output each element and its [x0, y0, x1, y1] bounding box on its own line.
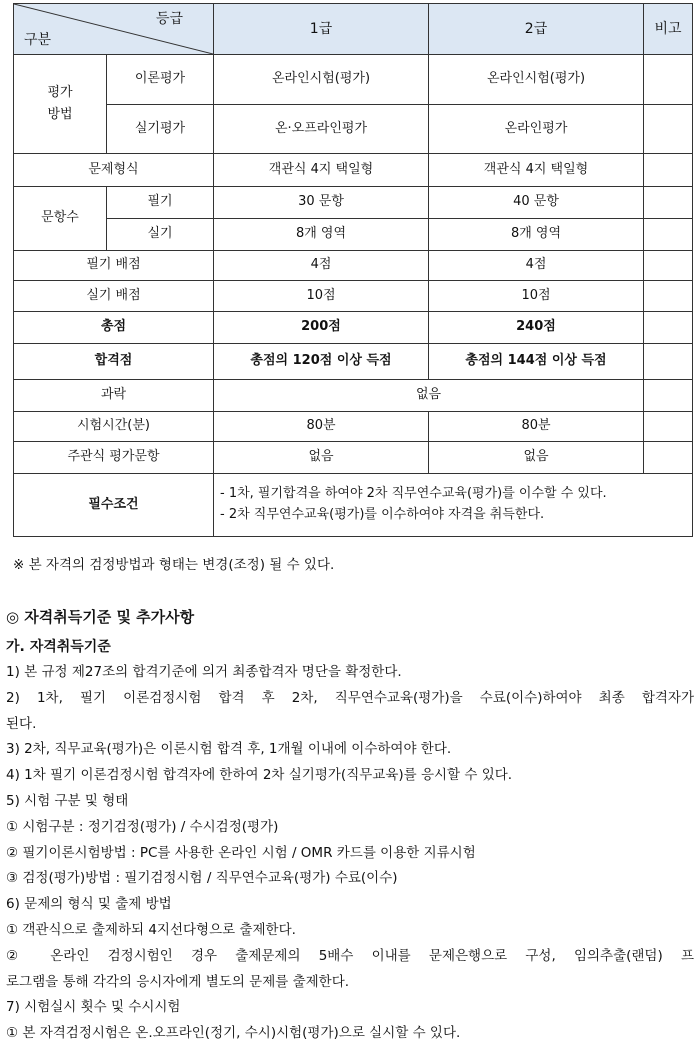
exam-time-label: 시험시간(분): [14, 412, 214, 442]
grade2-header: 2급: [429, 4, 644, 55]
pass-label: 합격점: [14, 344, 214, 380]
fail-subject-label: 과락: [14, 380, 214, 412]
written-score-g2: 4점: [429, 251, 644, 281]
table-row: [14, 55, 693, 105]
question-format-g1: 객관식 4지 택일형: [214, 154, 429, 187]
text-line: ③ 검정(평가)방법 : 필기검정시험 / 직무연수교육(평가) 수료(이수): [6, 870, 398, 887]
table-row: [14, 344, 693, 380]
remark-cell: [644, 344, 693, 380]
eval-method-label: 평가 방법: [14, 55, 107, 154]
text-line: 7) 시험실시 횟수 및 수시시험: [6, 999, 181, 1016]
remark-cell: [644, 251, 693, 281]
remark-cell: [644, 442, 693, 474]
change-notice: ※ 본 자격의 검정방법과 형태는 변경(조정) 될 수 있다.: [13, 557, 335, 573]
grade1-header: 1급: [214, 4, 429, 55]
required-label: 필수조건: [14, 474, 214, 537]
exam-time-g2: 80분: [429, 412, 644, 442]
text-line: 3) 2차, 직무교육(평가)은 이론시험 합격 후, 1개월 이내에 이수하여야 한다.: [6, 741, 452, 758]
fail-subject-value: 없음: [214, 380, 644, 412]
table-row: [14, 380, 693, 412]
criteria-text: [6, 660, 694, 1047]
table-row: [14, 251, 693, 281]
table-row: [14, 281, 693, 312]
remark-cell: [644, 380, 693, 412]
remark-cell: [644, 187, 693, 219]
text-line: 2) 1차, 필기 이론검정시험 합격 후 2차, 직무연수교육(평가)을 수료(이수)하여야 최종 합격자가: [6, 689, 694, 706]
text-line: ① 객관식으로 출제하되 4지선다형으로 출제한다.: [6, 921, 296, 938]
table-row: [14, 412, 693, 442]
table-row: [14, 105, 693, 154]
written-count-label: 필기: [107, 187, 214, 219]
table-row: [14, 312, 693, 344]
written-score-g1: 4점: [214, 251, 429, 281]
text-line: 5) 시험 구분 및 형태: [6, 792, 129, 809]
exam-grade-table: [13, 3, 693, 537]
practical-count-g2: 8개 영역: [429, 219, 644, 251]
remark-header: 비고: [644, 4, 693, 55]
total-g2: 240점: [429, 312, 644, 344]
text-line: ② 온라인 검정시험인 경우 출제문제의 5배수 이내를 문제은행으로 구성, 임의추출(랜덤) 프: [6, 947, 694, 964]
text-line: ① 본 자격검정시험은 온.오프라인(정기, 수시)시험(평가)으로 실시할 수 있다.: [6, 1025, 461, 1042]
practical-score-label: 실기 배점: [14, 281, 214, 312]
remark-cell: [644, 154, 693, 187]
remark-cell: [644, 55, 693, 105]
remark-cell: [644, 219, 693, 251]
theory-eval-g1: 온라인시험(평가): [214, 55, 429, 105]
text-line: 1) 본 규정 제27조의 합격기준에 의거 최종합격자 명단을 확정한다.: [6, 664, 402, 680]
exam-time-g1: 80분: [214, 412, 429, 442]
practical-count-g1: 8개 영역: [214, 219, 429, 251]
table-row: [14, 219, 693, 251]
remark-cell: [644, 312, 693, 344]
text-line: 4) 1차 필기 이론검정시험 합격자에 한하여 2차 실기평가(직무교육)를 응시할 수 있다.: [6, 767, 513, 784]
text-line: ② 필기이론시험방법 : PC를 사용한 온라인 시험 / OMR 카드를 이용한 지류시험: [6, 844, 476, 861]
written-score-label: 필기 배점: [14, 251, 214, 281]
practical-eval-label: 실기평가: [107, 105, 214, 154]
total-g1: 200점: [214, 312, 429, 344]
corner-header-cell: [14, 4, 214, 55]
corner-grade-label: 등급: [155, 11, 183, 27]
subjective-g2: 없음: [429, 442, 644, 474]
required-line-2: - 2차 직무연수교육(평가)를 이수하여야 자격을 취득한다.: [220, 507, 545, 522]
theory-eval-g2: 온라인시험(평가): [429, 55, 644, 105]
required-conditions: [214, 474, 693, 537]
subjective-label: 주관식 평가문항: [14, 442, 214, 474]
subsection-title: 가. 자격취득기준: [6, 639, 111, 655]
remark-cell: [644, 105, 693, 154]
practical-score-g1: 10점: [214, 281, 429, 312]
table-row: [14, 154, 693, 187]
remark-cell: [644, 281, 693, 312]
practical-eval-g1: 온·오프라인평가: [214, 105, 429, 154]
practical-eval-g2: 온라인평가: [429, 105, 644, 154]
subjective-g1: 없음: [214, 442, 429, 474]
practical-score-g2: 10점: [429, 281, 644, 312]
practical-count-label: 실기: [107, 219, 214, 251]
question-format-g2: 객관식 4지 택일형: [429, 154, 644, 187]
text-line: 로그램을 통해 각각의 응시자에게 별도의 문제를 출제한다.: [6, 973, 350, 990]
corner-category-label: 구분: [24, 31, 52, 48]
pass-g2: 총점의 144점 이상 득점: [429, 344, 644, 380]
total-label: 총점: [14, 312, 214, 344]
table-row: [14, 442, 693, 474]
remark-cell: [644, 412, 693, 442]
table-row: [14, 187, 693, 219]
written-count-g1: 30 문항: [214, 187, 429, 219]
required-line-1: - 1차, 필기합격을 하여야 2차 직무연수교육(평가)를 이수할 수 있다.: [220, 486, 607, 502]
text-line: 된다.: [6, 715, 37, 732]
table-header-row: [14, 4, 693, 55]
text-line: ① 시험구분 : 정기검정(평가) / 수시검정(평가): [6, 818, 279, 835]
text-line: 6) 문제의 형식 및 출제 방법: [6, 896, 172, 913]
table-row: [14, 474, 693, 537]
question-count-label: 문항수: [14, 187, 107, 251]
written-count-g2: 40 문항: [429, 187, 644, 219]
question-format-label: 문제형식: [14, 154, 214, 187]
section-title: ◎ 자격취득기준 및 추가사항: [6, 608, 195, 626]
pass-g1: 총점의 120점 이상 득점: [214, 344, 429, 380]
theory-eval-label: 이론평가: [107, 55, 214, 105]
